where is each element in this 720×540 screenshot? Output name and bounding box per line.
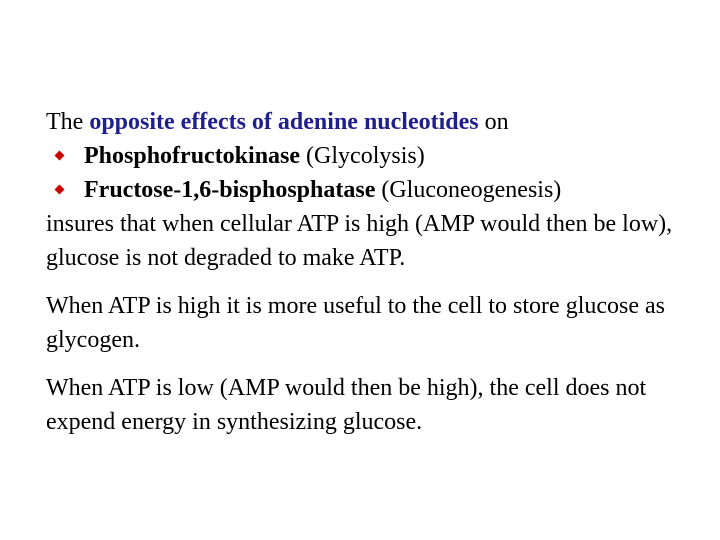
enzyme-list [46,139,696,207]
paragraph-atp-low: When ATP is low (AMP would then be high), the cell does not expend energy in synthesizing glucose. [46,375,647,435]
conclusion-text: insures that when cellular ATP is high (AMP would then be low), glucose is not degraded to make ATP. [46,211,673,271]
pathway-name: (Gluconeogenesis) [375,177,562,203]
paragraph-atp-high: When ATP is high it is more useful to the cell to store glucose as glycogen. [46,293,666,353]
intro-suffix: on [478,109,509,135]
intro-block [46,105,696,275]
intro-prefix: The [46,109,90,135]
diamond-bullet-icon [55,151,65,161]
pathway-name: (Glycolysis) [300,143,425,169]
intro-line [46,105,696,139]
intro-highlight: opposite effects of adenine nucleotides [89,109,479,135]
slide-body [46,105,696,439]
enzyme-name: Phosphofructokinase [84,143,301,169]
list-item [46,139,696,173]
diamond-bullet-icon [55,185,65,195]
enzyme-name: Fructose-1,6-bisphosphatase [84,177,376,203]
list-item [46,173,696,207]
